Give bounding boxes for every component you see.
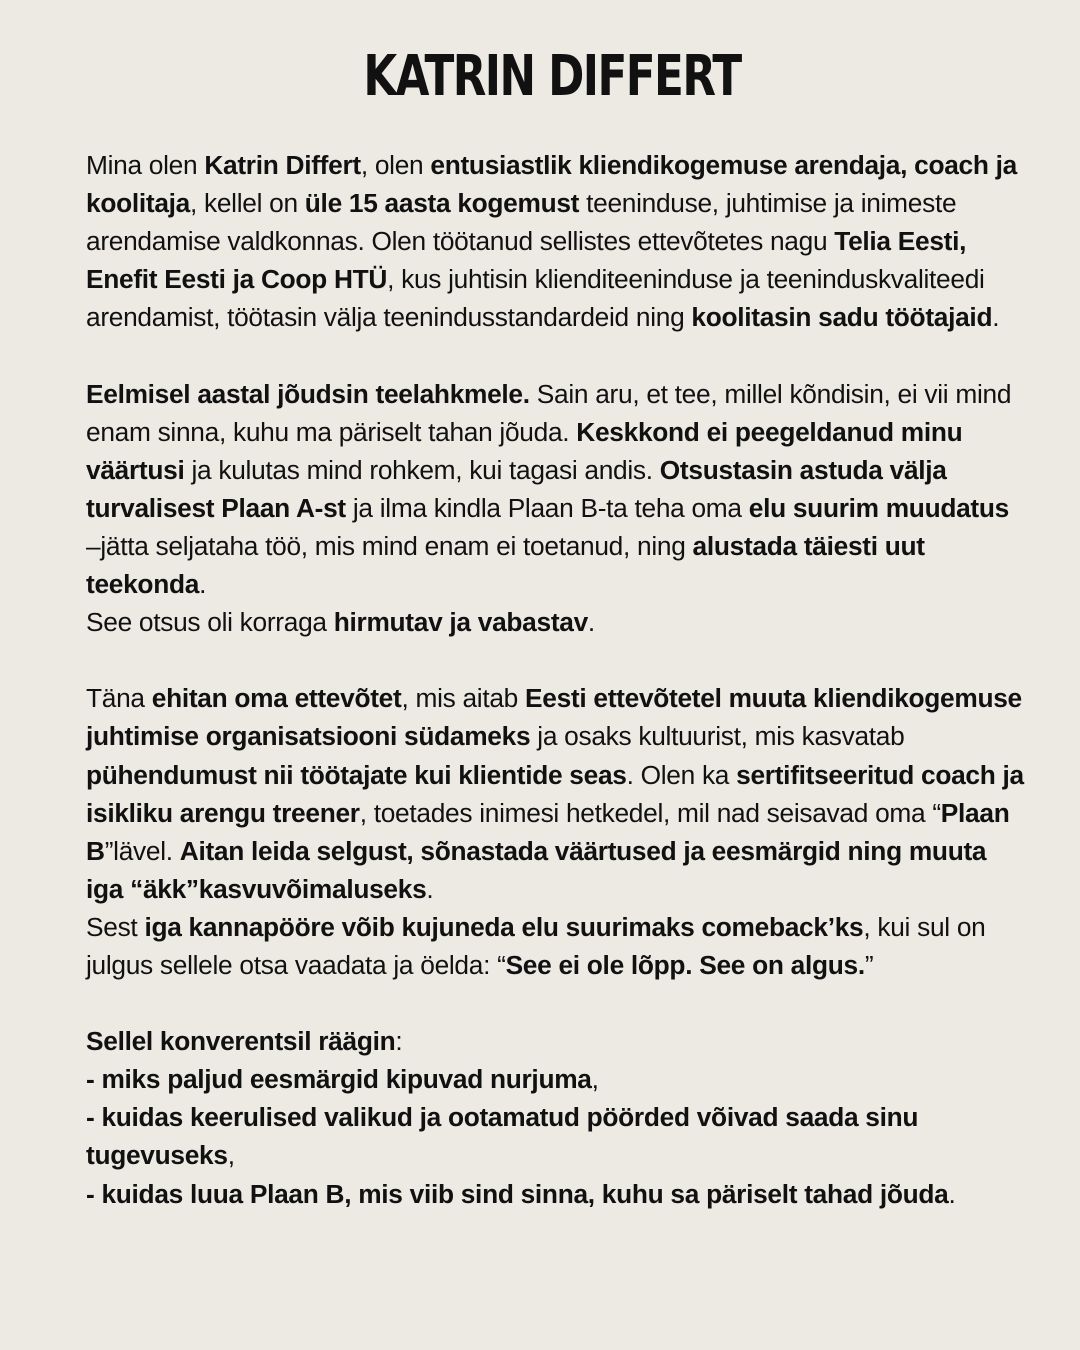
text-segment: , olen [360, 150, 431, 180]
bold-segment: entusiastlik kliendikogemuse arendaja, coach ja koolitaja [86, 150, 1017, 219]
text-segment: Täna [86, 683, 152, 714]
text-segment: Mina olen [86, 150, 205, 180]
bold-segment: Eesti ettevõtetel muuta kliendikogemuse juhtimise organisatsiooni südameks [86, 683, 1022, 752]
bold-segment: pühendumust nii töötajate kui klientide seas [86, 759, 627, 790]
bold-segment: ehitan oma ettevõtet [151, 683, 402, 714]
text-segment: –jätta seljataha töö, mis mind enam ei toetanud, ning [86, 530, 693, 561]
text-segment: , mis aitab [401, 683, 526, 714]
text-segment: . [426, 873, 434, 904]
bold-segment: iga kannapööre võib kujuneda elu suurimaks comeback’ks [144, 911, 864, 942]
text-segment: ja ilma kindla Plaan B-ta teha oma [345, 492, 749, 523]
text-segment: ” [864, 949, 874, 980]
text-segment: teeninduse, juhtimise ja inimeste arendamise valdkonnas. Olen töötanud sellistes ettevõtetes nagu [86, 188, 957, 257]
bold-segment: Otsustasin astuda välja turvalisest Plaan A-st [86, 454, 947, 523]
text-segment: ja osaks kultuurist, mis kasvatab [530, 721, 905, 752]
bold-segment: koolitasin sadu töötajaid [691, 302, 993, 333]
bold-segment: Katrin Differt [204, 150, 361, 180]
text-segment: . [992, 302, 1000, 333]
topics-heading [86, 1022, 1026, 1060]
text-segment: . [948, 1178, 956, 1209]
text-segment: Sest [86, 911, 145, 942]
bold-segment: - miks paljud eesmärgid kipuvad nurjuma [86, 1064, 592, 1095]
text-segment: , toetades inimesi hetkedel, mil nad seisavad oma “ [359, 797, 941, 828]
text-segment: , kellel on [189, 188, 305, 219]
list-item [86, 1060, 1026, 1098]
list-item [86, 1098, 1026, 1174]
text-segment: . [199, 569, 207, 600]
paragraph-intro [86, 146, 1026, 336]
text-line [86, 908, 1026, 984]
text-segment: ”lävel. [104, 835, 180, 866]
text-segment: . Olen ka [626, 759, 737, 790]
bold-segment: hirmutav ja vabastav [333, 607, 588, 638]
text-segment: , [227, 1140, 235, 1171]
bold-segment: - kuidas keerulised valikud ja ootamatud pöörded võivad saada sinu tugevuseks [86, 1102, 919, 1171]
text-segment: , kus juhtisin klienditeeninduse ja teeninduskvaliteedi arendamist, töötasin välja teenindusstandardeid ning [86, 264, 985, 333]
paragraph-topics [86, 1022, 1026, 1212]
text-segment: : [395, 1026, 403, 1057]
bold-segment: alustada täiesti uut teekonda [86, 530, 925, 600]
bold-segment: - kuidas luua Plaan B, mis viib sind sinna, kuhu sa päriselt tahad jõuda [86, 1178, 949, 1209]
text-line [86, 603, 1026, 641]
text-segment: ja kulutas mind rohkem, kui tagasi andis. [184, 454, 660, 485]
bold-segment: Plaan B [86, 797, 1010, 866]
text-segment: , kui sul on julgus sellele otsa vaadata ja öelda: “ [86, 911, 986, 980]
bold-segment: üle 15 aasta kogemust [304, 188, 580, 219]
bold-segment: Telia Eesti, Enefit Eesti ja Coop HTÜ [86, 226, 967, 295]
list-item [86, 1175, 1026, 1213]
text-segment: . [587, 607, 595, 638]
paragraph-today [86, 679, 1026, 984]
bold-segment: Eelmisel aastal jõudsin teelahkmele. [86, 378, 530, 409]
article-body [86, 146, 1026, 1213]
paragraph-crossroads [86, 375, 1026, 642]
bold-segment: sertifitseeritud coach ja isikliku arengu treener [86, 759, 1024, 828]
bold-segment: Keskkond ei peegeldanud minu väärtusi [86, 416, 963, 485]
text-segment: Sain aru, et tee, millel kõndisin, ei vii mind enam sinna, kuhu ma päriselt tahan jõuda. [86, 378, 1012, 447]
bold-segment: Sellel konverentsil räägin [86, 1026, 396, 1057]
text-segment: See otsus oli korraga [86, 607, 334, 638]
bold-segment: elu suurim muudatus [748, 492, 1009, 523]
bold-segment: Aitan leida selgust, sõnastada väärtused ja eesmärgid ning muuta iga “äkk”kasvuvõimaluseks [86, 835, 987, 904]
page-title: KATRIN DIFFERT [363, 44, 741, 109]
text-segment: , [591, 1064, 599, 1095]
bold-segment: See ei ole lõpp. See on algus. [505, 949, 865, 980]
